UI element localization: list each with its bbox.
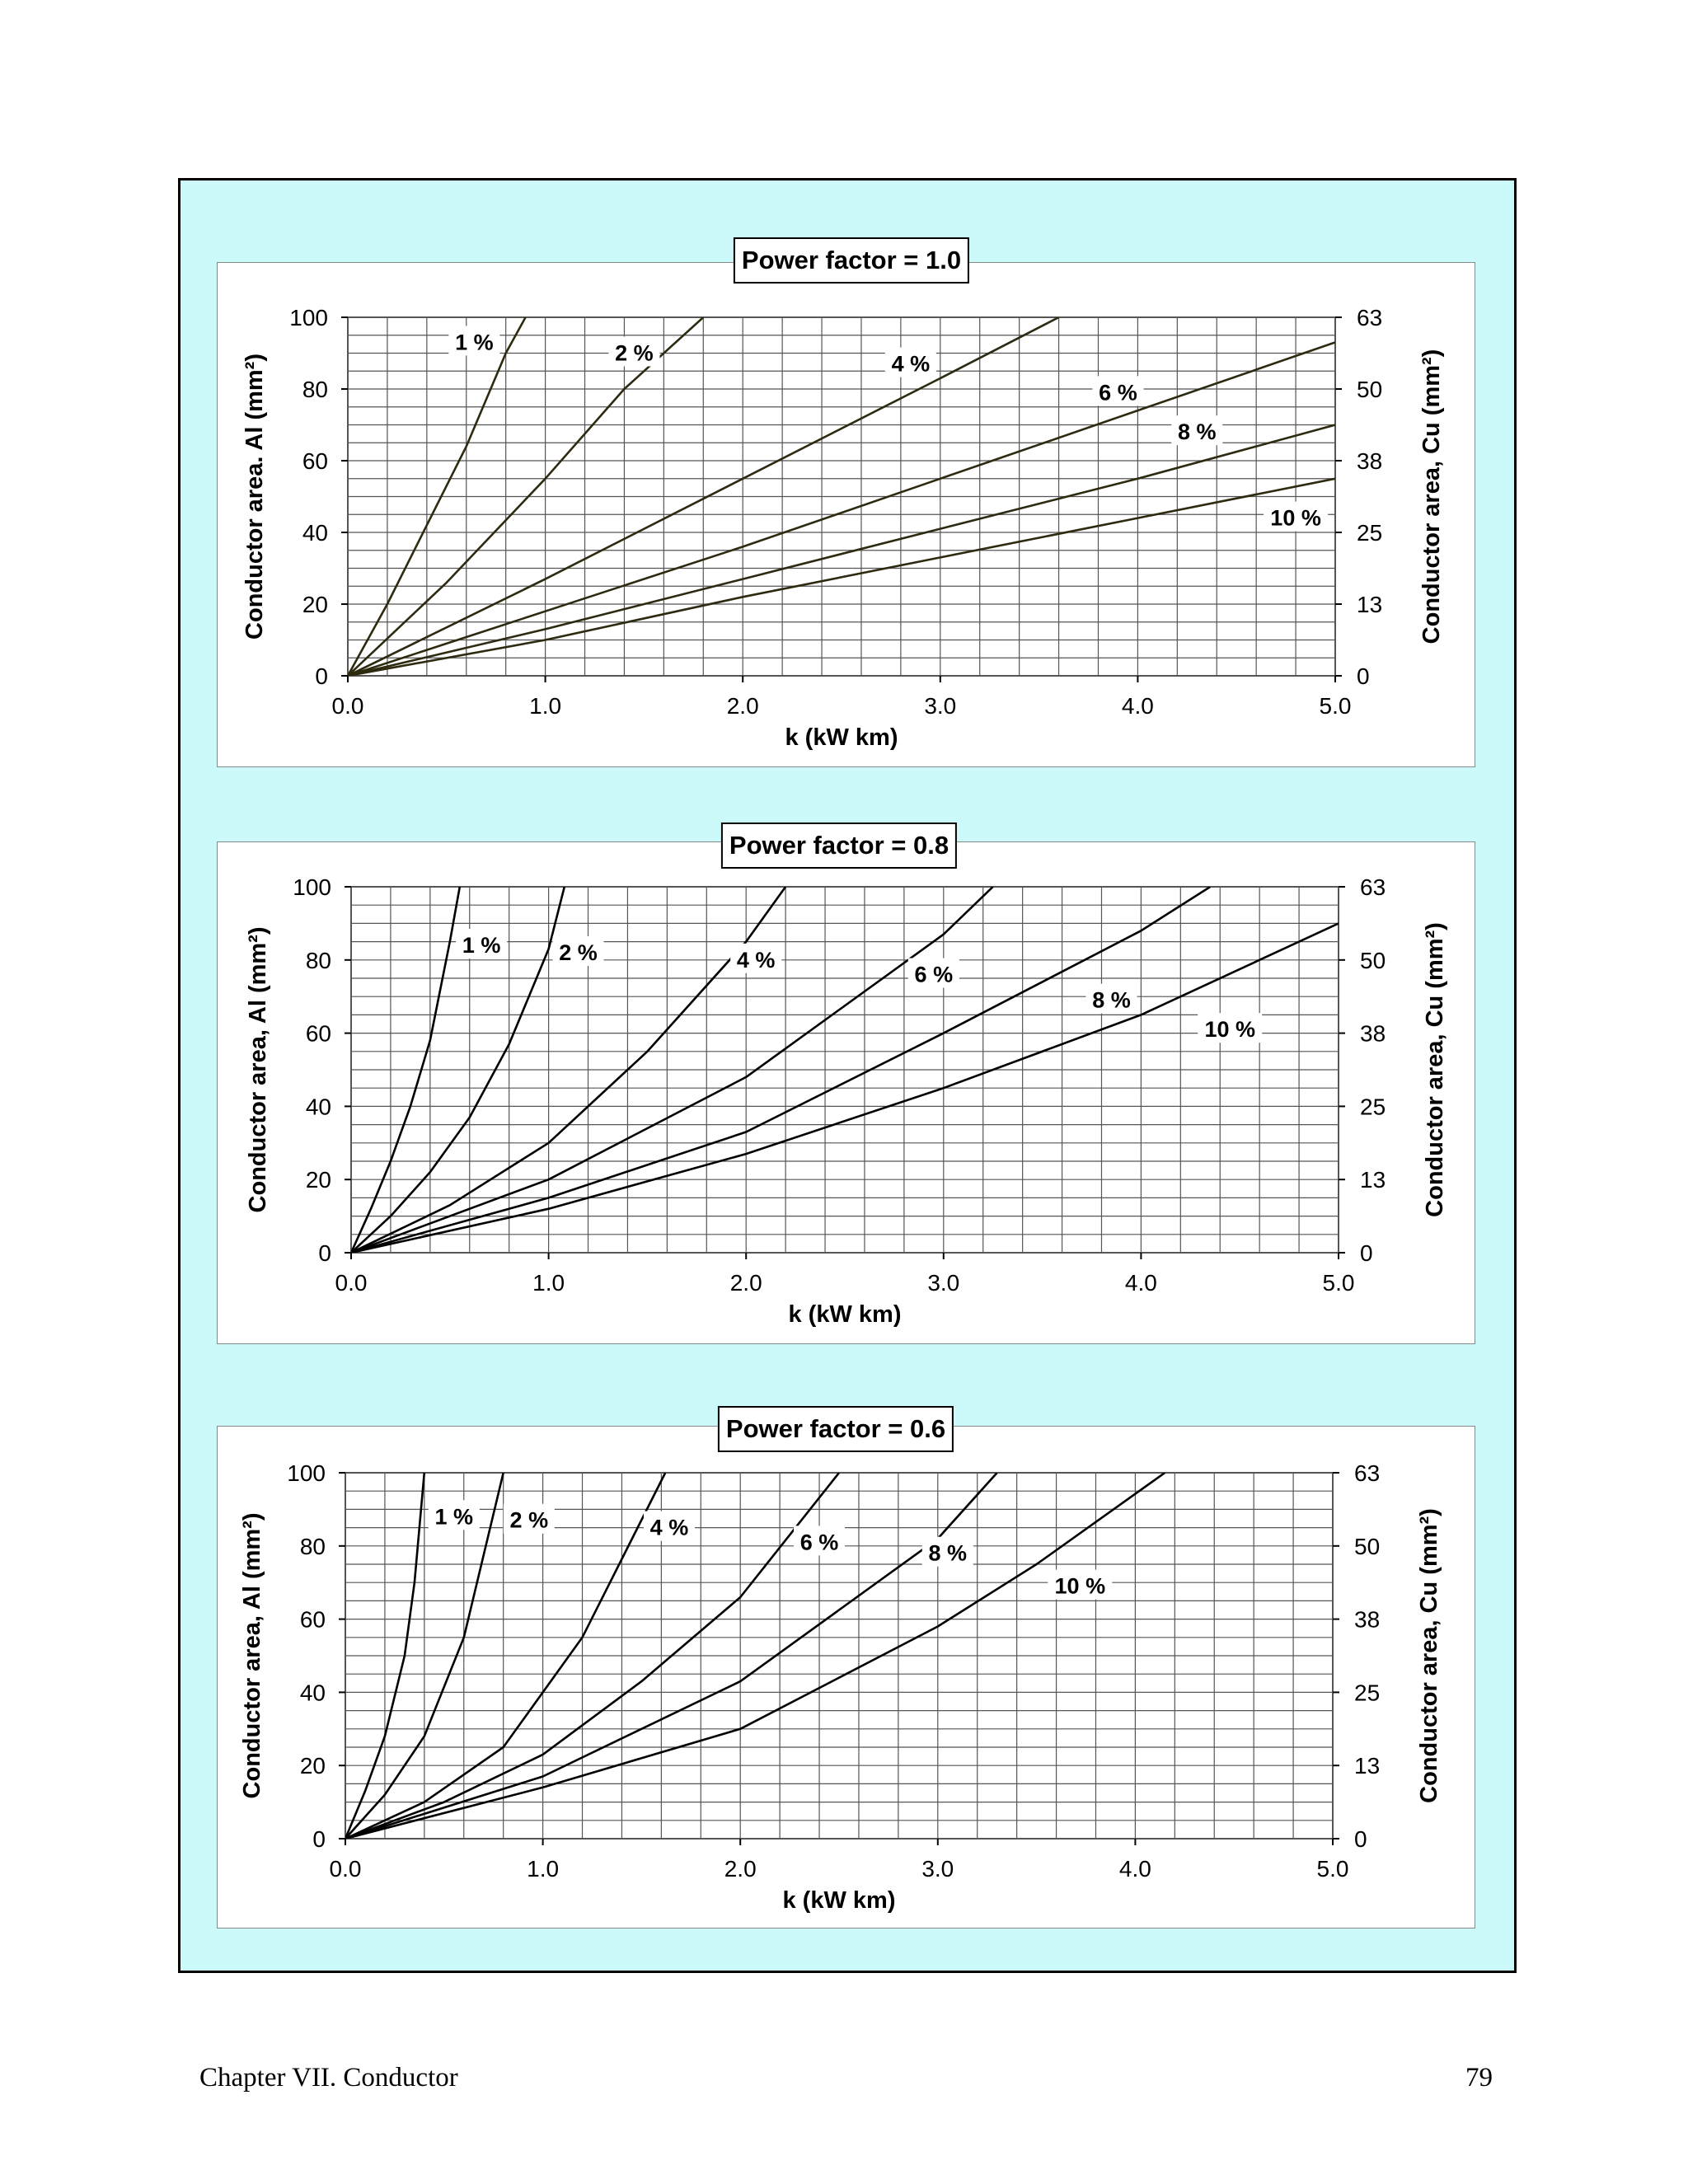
y2-tick-label: 50 [1360, 947, 1386, 973]
page-number: 79 [1465, 2063, 1493, 2093]
y-tick-label: 80 [302, 377, 328, 402]
x-tick-label: 1.0 [527, 1856, 560, 1882]
y-axis-label: Conductor area, Al (mm²) [245, 926, 271, 1213]
series-label: 6 % [799, 1530, 839, 1555]
y2-tick-label: 38 [1357, 448, 1383, 474]
y2-tick-label: 13 [1354, 1753, 1381, 1779]
y-tick-label: 100 [287, 1460, 326, 1486]
x-tick-label: 3.0 [921, 1856, 954, 1882]
series-label: 4 % [736, 947, 776, 972]
series-label: 4 % [891, 351, 931, 377]
x-tick-label: 5.0 [1322, 1270, 1355, 1296]
y2-tick-label: 0 [1360, 1240, 1373, 1266]
x-axis-label: k (kW km) [788, 1301, 902, 1328]
y-tick-label: 20 [299, 1753, 326, 1779]
series-line-6 [348, 479, 1335, 676]
y2-tick-label: 50 [1354, 1533, 1381, 1559]
y2-tick-label: 13 [1360, 1167, 1386, 1193]
y2-axis-label: Conductor area, Cu (mm²) [1418, 349, 1445, 644]
y-tick-label: 80 [299, 1533, 326, 1559]
chart-title-pf-0-6: Power factor = 0.6 [718, 1406, 954, 1452]
y-tick-label: 40 [302, 520, 328, 546]
y-tick-label: 40 [299, 1680, 326, 1706]
chart-pf-0-6 [218, 1427, 1476, 1929]
x-tick-label: 0.0 [329, 1856, 362, 1882]
series-label: 6 % [914, 962, 954, 987]
y2-tick-label: 38 [1354, 1606, 1381, 1633]
y2-tick-label: 63 [1360, 874, 1386, 900]
y2-tick-label: 25 [1357, 520, 1383, 546]
series-label: 2 % [559, 940, 598, 965]
y-tick-label: 20 [305, 1167, 331, 1193]
y-tick-label: 0 [312, 1826, 326, 1852]
grid [348, 317, 1335, 676]
chart-pf-1-0 [218, 263, 1476, 768]
y2-tick-label: 63 [1357, 305, 1383, 330]
chart-pf-0-8 [218, 842, 1476, 1345]
y-tick-label: 80 [305, 947, 331, 973]
series-label: 1 % [434, 1504, 474, 1530]
y2-tick-label: 0 [1354, 1826, 1367, 1852]
x-tick-label: 5.0 [1316, 1856, 1349, 1882]
y2-tick-label: 50 [1357, 377, 1383, 402]
x-tick-label: 4.0 [1121, 693, 1154, 719]
footer-chapter-label: Chapter VII. Conductor [199, 2063, 458, 2093]
series-label: 10 % [1270, 505, 1321, 531]
series-label: 1 % [455, 330, 494, 355]
series-label: 8 % [1092, 987, 1131, 1013]
series-label: 8 % [1178, 419, 1217, 445]
series-label: 10 % [1054, 1573, 1106, 1599]
series-label: 8 % [928, 1540, 968, 1566]
series-label: 4 % [649, 1515, 689, 1540]
y2-axis-label: Conductor area, Cu (mm²) [1416, 1508, 1442, 1803]
chart-panel-pf-0-8 [217, 841, 1475, 1344]
y-tick-label: 20 [302, 592, 328, 617]
series-label: 2 % [615, 340, 654, 366]
y-axis-label: Conductor area, Al (mm²) [239, 1512, 265, 1799]
chart-panel-pf-0-6 [217, 1426, 1475, 1929]
x-tick-label: 4.0 [1124, 1270, 1157, 1296]
chart-title-pf-0-8: Power factor = 0.8 [721, 823, 957, 869]
x-tick-label: 3.0 [927, 1270, 960, 1296]
x-axis-label: k (kW km) [785, 724, 898, 751]
y-tick-label: 100 [289, 305, 328, 330]
y2-tick-label: 63 [1354, 1460, 1381, 1486]
x-axis-label: k (kW km) [782, 1887, 896, 1914]
x-tick-label: 2.0 [726, 693, 759, 719]
y-tick-label: 0 [318, 1240, 331, 1266]
y-axis-label: Conductor area. Al (mm²) [241, 354, 268, 640]
y2-tick-label: 25 [1360, 1094, 1386, 1120]
chart-title-pf-1-0: Power factor = 1.0 [734, 237, 969, 284]
y-tick-label: 40 [305, 1094, 331, 1120]
x-tick-label: 2.0 [724, 1856, 757, 1882]
series-label: 2 % [509, 1507, 549, 1533]
series-label: 1 % [462, 933, 501, 958]
x-tick-label: 3.0 [924, 693, 957, 719]
series-label: 6 % [1099, 380, 1137, 405]
y2-axis-label: Conductor area, Cu (mm²) [1422, 922, 1448, 1217]
series-label: 10 % [1204, 1017, 1255, 1043]
chart-panel-pf-1-0 [217, 262, 1475, 767]
y-tick-label: 60 [302, 448, 328, 474]
y-tick-label: 100 [293, 874, 331, 900]
y2-tick-label: 25 [1354, 1680, 1381, 1706]
y2-tick-label: 13 [1357, 592, 1383, 617]
y-tick-label: 0 [315, 663, 328, 689]
x-tick-label: 2.0 [729, 1270, 762, 1296]
y-tick-label: 60 [305, 1020, 331, 1047]
x-tick-label: 0.0 [331, 693, 364, 719]
x-tick-label: 1.0 [529, 693, 562, 719]
x-tick-label: 0.0 [335, 1270, 368, 1296]
y-tick-label: 60 [299, 1606, 326, 1633]
x-tick-label: 5.0 [1319, 693, 1352, 719]
x-tick-label: 1.0 [532, 1270, 565, 1296]
y2-tick-label: 0 [1357, 663, 1370, 689]
y2-tick-label: 38 [1360, 1020, 1386, 1047]
x-tick-label: 4.0 [1118, 1856, 1151, 1882]
